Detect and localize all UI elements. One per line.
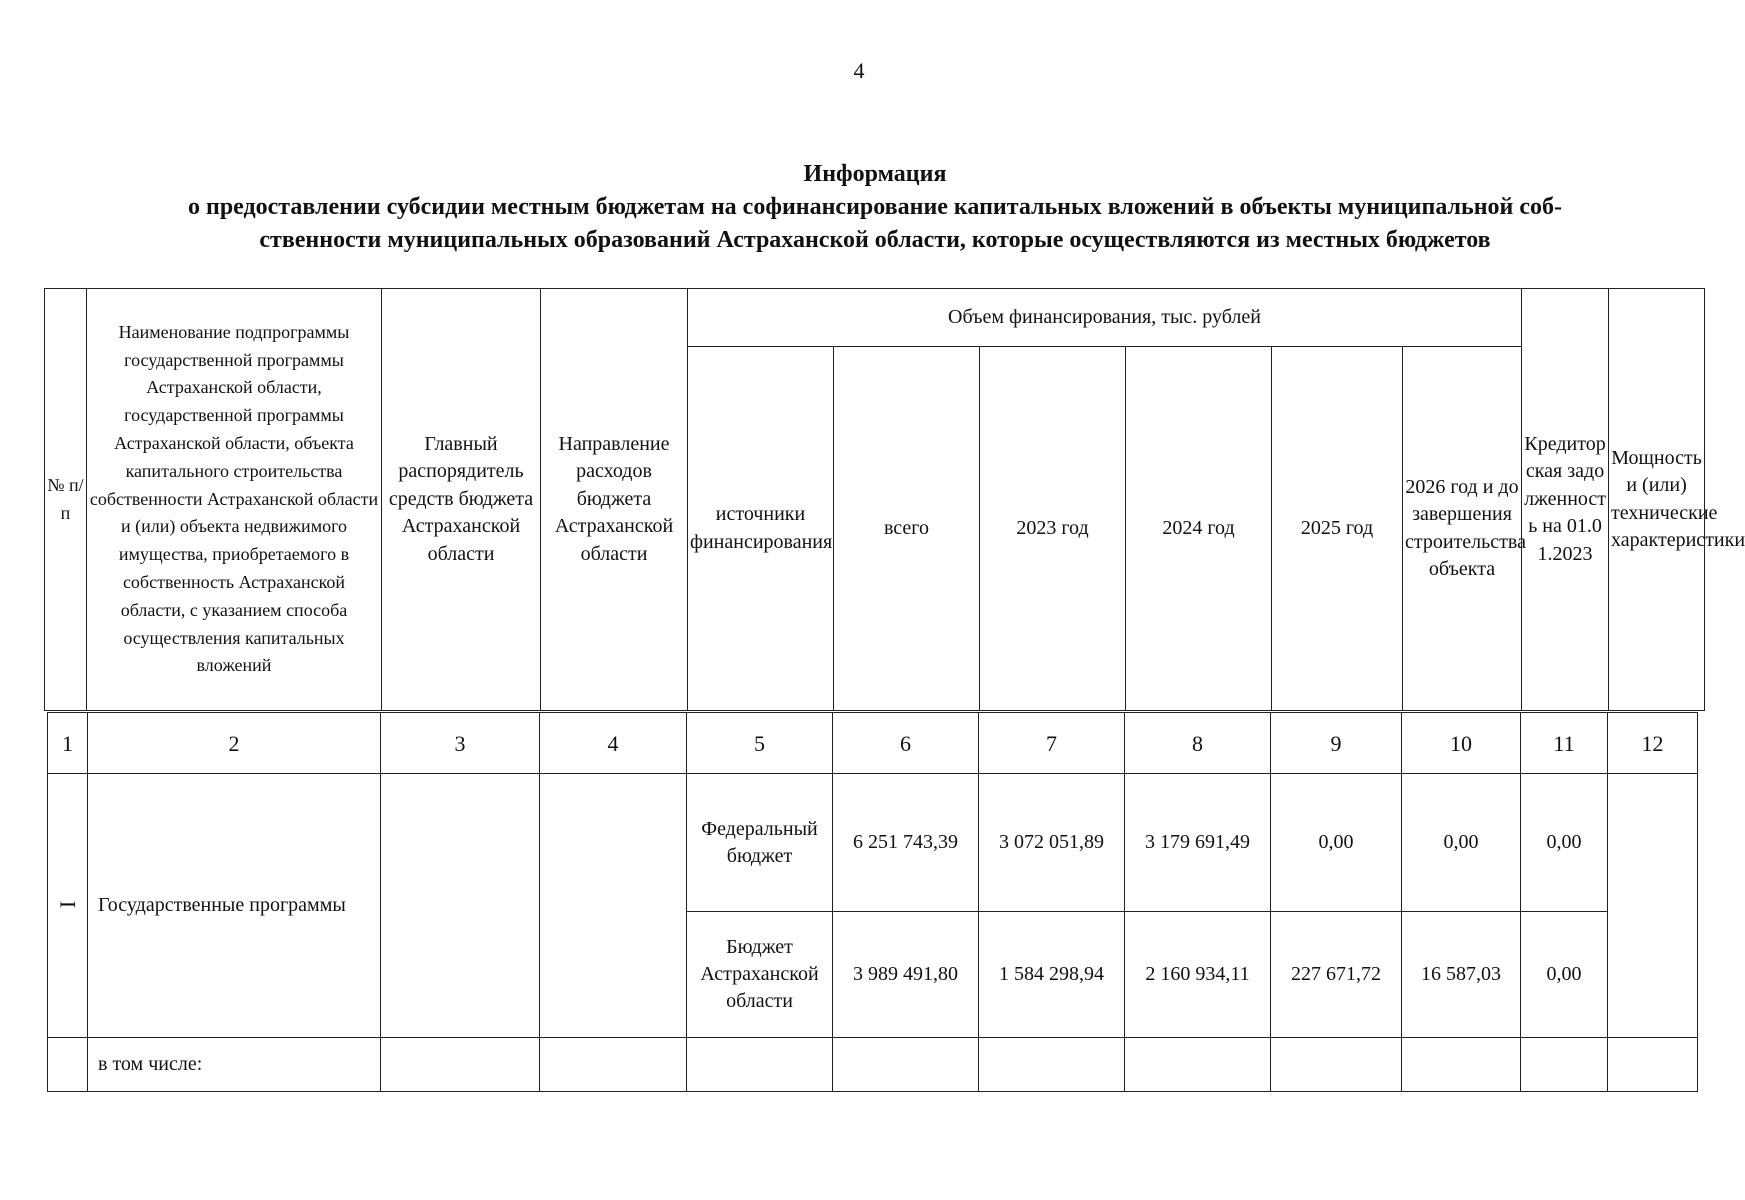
title-line-3: ственности муниципальных образований Астраханской области, которые осуществляются из местных бюджетов [259,227,1491,253]
header-num: № п/п [45,289,87,711]
header-2025: 2025 год [1272,347,1403,711]
empty-cell [540,1038,687,1092]
colnum-11: 11 [1521,713,1608,774]
section-number-cell [48,774,88,1038]
header-2024: 2024 год [1126,347,1272,711]
regional-2023: 1 584 298,94 [979,912,1125,1038]
colnum-9: 9 [1271,713,1402,774]
section-capacity [1608,774,1698,1038]
regional-2024: 2 160 934,11 [1125,912,1271,1038]
header-2026: 2026 год и до завершения строительства объекта [1403,347,1522,711]
header-debt-label: Кредиторская задолженность на 01.01.2023 [1524,432,1607,565]
colnum-6: 6 [833,713,979,774]
table-row [48,1038,1698,1092]
empty-cell [979,1038,1125,1092]
colnum-1: 1 [48,713,88,774]
section-number: I [54,900,80,909]
colnum-10: 10 [1402,713,1521,774]
header-manager: Главный распорядитель средств бюджета Астраханской области [382,289,541,711]
table-body [47,712,1698,1092]
federal-total: 6 251 743,39 [833,774,979,912]
header-direction: Направление расходов бюджета Астраханской области [541,289,688,711]
regional-debt: 0,00 [1521,912,1608,1038]
federal-debt: 0,00 [1521,774,1608,912]
federal-2025: 0,00 [1271,774,1402,912]
source-federal: Федеральный бюджет [687,774,833,912]
table-row [48,774,1698,912]
colnum-8: 8 [1125,713,1271,774]
empty-cell [1608,1038,1698,1092]
colnum-12: 12 [1608,713,1698,774]
federal-2026: 0,00 [1402,774,1521,912]
header-sources: источники финансирования [688,347,834,711]
title-line-1: Информация [803,161,947,187]
regional-2026: 16 587,03 [1402,912,1521,1038]
page-number: 4 [853,58,865,83]
header-capacity: Мощность и (или) технические характеристики [1609,289,1705,711]
colnum-7: 7 [979,713,1125,774]
header-volume: Объем финансирования, тыс. рублей [688,289,1522,347]
federal-2024: 3 179 691,49 [1125,774,1271,912]
document-title [80,158,1670,257]
empty-cell [1402,1038,1521,1092]
empty-cell [1271,1038,1402,1092]
section-manager [381,774,540,1038]
regional-total: 3 989 491,80 [833,912,979,1038]
table-header [44,288,1745,711]
title-line-2: о предоставлении субсидии местным бюджетам на софинансирование капитальных вложений в объекты муниципальной соб- [188,194,1562,220]
regional-2025: 227 671,72 [1271,912,1402,1038]
colnum-4: 4 [540,713,687,774]
header-2023: 2023 год [980,347,1126,711]
empty-cell [1125,1038,1271,1092]
empty-cell [1521,1038,1608,1092]
section-direction [540,774,687,1038]
federal-2023: 3 072 051,89 [979,774,1125,912]
empty-cell [381,1038,540,1092]
including-label: в том числе: [88,1038,381,1092]
header-name: Наименование подпрограммы государственной программы Астраханской области, государственной программы Астраханской области, объекта капитального строительства собственности Астраханской области и (или) объекта недвижимого имущества, приобретаемого в собственность Астраханской области, с указанием способа осуществления капитальных вложений [87,289,382,711]
header-debt [1522,289,1609,711]
empty-cell [833,1038,979,1092]
section-name: Государственные программы [88,774,381,1038]
colnum-2: 2 [88,713,381,774]
header-total: всего [834,347,980,711]
source-regional: Бюджет Астраханской области [687,912,833,1038]
column-number-row [48,713,1698,774]
empty-cell [687,1038,833,1092]
colnum-5: 5 [687,713,833,774]
including-num [48,1038,88,1092]
colnum-3: 3 [381,713,540,774]
